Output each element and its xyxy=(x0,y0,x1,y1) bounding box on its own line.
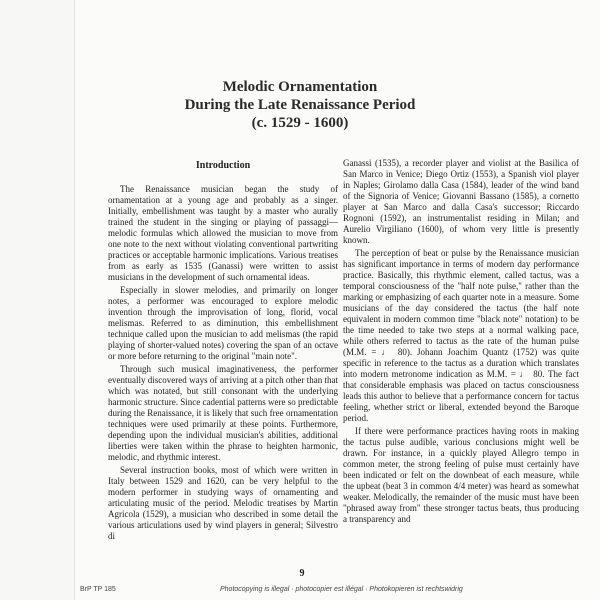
page-number: 9 xyxy=(299,568,305,579)
catalog-code: BrP TP 185 xyxy=(80,586,116,593)
paragraph: The perception of beat or pulse by the Renaissance musician has significant importance in terms of modern day performance practice. Basically, this rhythmic element, called tactus, was a temporal consciousness of the "half note pulse," rather than the marking or emphasizing of each quarter note in a measure. Some musicians of the day considered the tactus (the half note equivalent in modern common time "black note" notation) to be the time needed to take two steps at a normal walking pace, while others referred to tactus as the rate of the human pulse (M.M. = ♩ 80). Johann Joachim Quantz (1752) was quite specific in reference to the tactus as a duration which translates into modern metronome indication as M.M. = ♩ 80. The fact that considerable emphasis was placed on tactus consciousness leads this author to believe that a performance concern for tactus feeling, whether strict or liberal, extended beyond the Baroque period. xyxy=(343,248,579,423)
left-column xyxy=(108,160,338,544)
paragraph: Ganassi (1535), a recorder player and violist at the Basilica of San Marco in Venice; Diego Ortiz (1553), a Spanish viol player in Naples; Girolamo dalla Casa (1584), leader of the wind band of the Signoria of Venice; Giovanni Bassano (1585), a cornetto player at San Marco and dalla Casa's successor; Riccardo Rognoni (1592), an instrumentalist residing in Milan; and Aurelio Virgiliano (1600), of whom very little is presently known. xyxy=(343,158,579,245)
copyright-notice: Photocopying is illegal · photocopier est illégal · Photokopieren ist rechtswidrig xyxy=(220,586,463,593)
paragraph: If there were performance practices having roots in making the tactus pulse audible, various conclusions might well be drawn. For instance, in a quickly played Allegro tempo in common meter, the strong feeling of pulse must certainly have been indicated or felt on the downbeat of each measure, while the upbeat (beat 3 in common 4/4 meter) was heard as somewhat weaker. Melodically, the remainder of the music must have been "phrased away from" these stronger tactus beats, thus producing a transparency and xyxy=(343,426,579,524)
paragraph: Several instruction books, most of which were written in Italy between 1529 and 1620, can be very helpful to the modern performer in studying ways of ornamenting and articulating music of the period. Melodic treatises by Martin Agricola (1529), a musician who described in some detail the various articulations used by wind players in general; Silvestro di xyxy=(108,465,338,541)
title-line-2: During the Late Renaissance Period xyxy=(184,97,416,113)
section-heading: Introduction xyxy=(195,160,251,171)
right-column xyxy=(343,158,579,527)
title-line-1: Melodic Ornamentation xyxy=(222,79,378,95)
title-line-3: (c. 1529 - 1600) xyxy=(251,115,349,131)
paragraph: Through such musical imaginativeness, the performer eventually discovered ways of arriving at a pitch other than that which was notated, but still consonant with the underlying harmonic structure. Since cadential patterns were so predictable during the Renaissance, it is likely that such free ornamentation techniques were used primarily at these points. Furthermore, depending upon the individual musician's abilities, additional liberties were taken within the phrase to heighten harmonic, melodic, and rhythmic interest. xyxy=(108,364,338,462)
article-title xyxy=(0,78,600,132)
paragraph: The Renaissance musician began the study of ornamentation at a young age and probably as a singer. Initially, embellishment was taught by a master who aurally trained the student in the singing or playing of passaggi—melodic formulas which allowed the musician to move from one note to the next without violating conventional partwriting practices or acceptable harmonic implications. Various treatises from as early as 1535 (Ganassi) were written to assist musicians in the development of such ornamental ideas. xyxy=(108,184,338,282)
paragraph: Especially in slower melodies, and primarily on longer notes, a performer was encouraged to explore melodic invention through the improvisation of long, florid, vocal melismas. Referred to as diminution, this embellishment technique called upon the musician to add melismas (the rapid playing of shorter-valued notes) covering the span of an octave or more before returning to the original "main note". xyxy=(108,285,338,361)
